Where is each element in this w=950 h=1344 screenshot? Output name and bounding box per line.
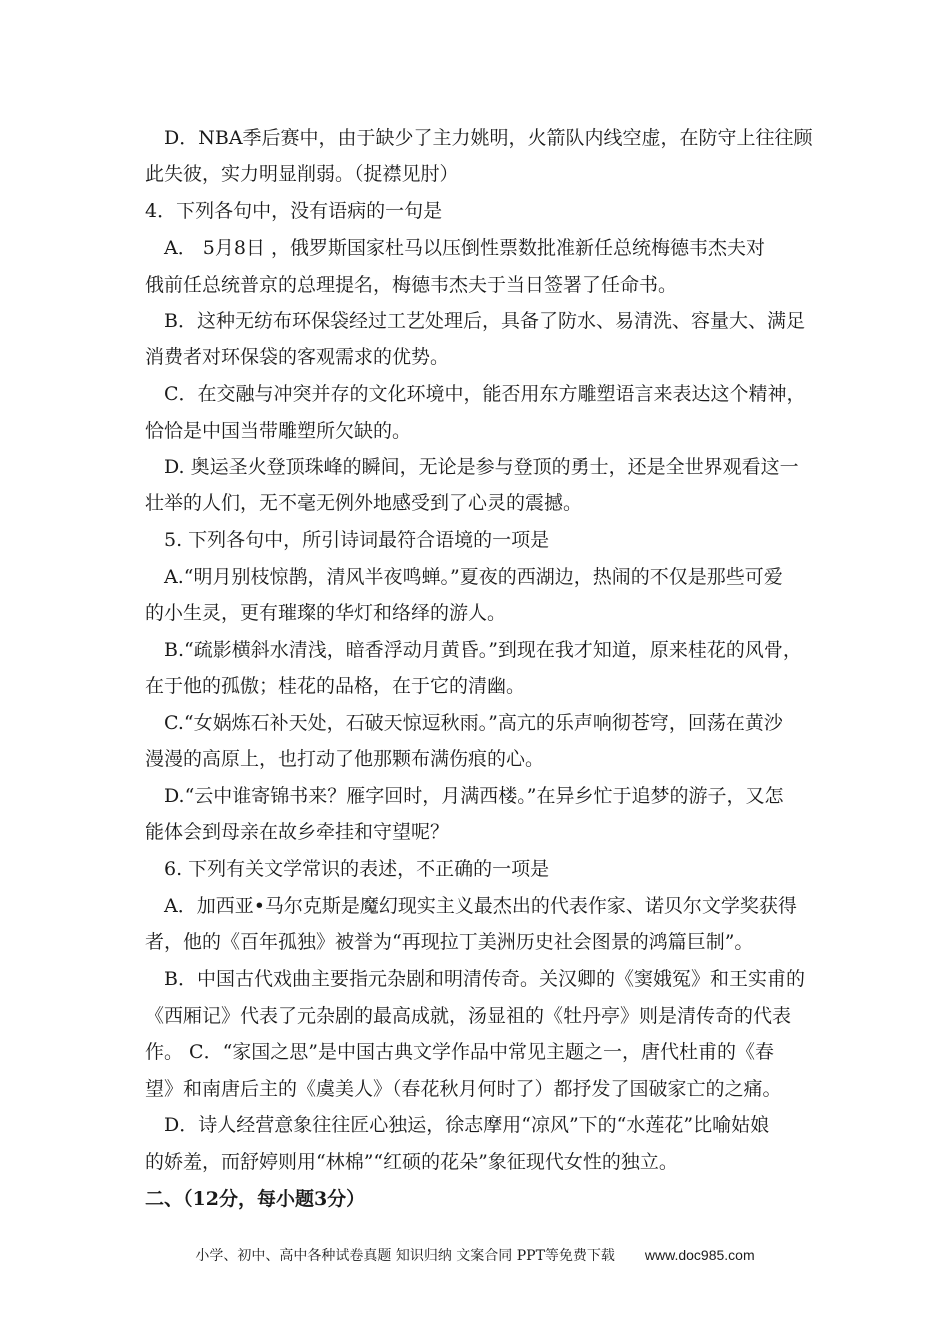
text-line: 在于他的孤傲；桂花的品格，在于它的清幽。 [145, 675, 526, 697]
text-line: 望》和南唐后主的《虞美人》（春花秋月何时了）都抒发了国破家亡的之痛。 [145, 1078, 782, 1100]
text-line: 的小生灵，更有璀璨的华灯和络绎的游人。 [145, 602, 507, 624]
text-line: B．中国古代戏曲主要指元杂剧和明清传奇。关汉卿的《窦娥冤》和王实甫的 [164, 968, 805, 990]
text-line: A.“明月别枝惊鹊，清风半夜鸣蝉。”夏夜的西湖边，热闹的不仅是那些可爱 [164, 566, 783, 588]
text-line: 俄前任总统普京的总理提名，梅德韦杰夫于当日签署了任命书。 [145, 274, 678, 296]
page-footer [0, 1245, 950, 1265]
text-line: D.“云中谁寄锦书来？雁字回时，月满西楼。”在异乡忙于追梦的游子，又怎 [164, 785, 784, 807]
question-heading: 4．下列各句中，没有语病的一句是 [145, 200, 443, 222]
text-line: 能体会到母亲在故乡牵挂和守望呢？ [145, 821, 450, 843]
text-line: A． 5月8日 ，俄罗斯国家杜马以压倒性票数批准新任总统梅德韦杰夫对 [164, 237, 765, 259]
text-line: 的娇羞，而舒婷则用“林棉”“红硕的花朵”象征现代女性的独立。 [145, 1151, 678, 1173]
question-heading: 6. 下列有关文学常识的表述，不正确的一项是 [164, 858, 550, 880]
text-line: 壮举的人们，无不毫无例外地感受到了心灵的震撼。 [145, 492, 583, 514]
text-line: A．加西亚•马尔克斯是魔幻现实主义最杰出的代表作家、诺贝尔文学奖获得 [164, 895, 797, 917]
text-line: B．这种无纺布环保袋经过工艺处理后，具备了防水、易清洗、容量大、满足 [164, 310, 805, 332]
text-line: D. 奥运圣火登顶珠峰的瞬间，无论是参与登顶的勇士，还是全世界观看这一 [164, 456, 799, 478]
text-line: 此失彼，实力明显削弱。（捉襟见肘） [145, 163, 459, 185]
text-line: 《西厢记》代表了元杂剧的最高成就，汤显祖的《牡丹亭》则是清传奇的代表 [145, 1005, 792, 1027]
text-line: D．诗人经营意象往往匠心独运，徐志摩用“凉风”下的“水莲花”比喻姑娘 [164, 1114, 770, 1136]
footer-site-link[interactable]: www.doc985.com [644, 1247, 755, 1263]
text-line: 者，他的《百年孤独》被誉为“再现拉丁美洲历史社会图景的鸿篇巨制”。 [145, 931, 754, 953]
footer-text: 小学、初中、高中各种试卷真题 知识归纳 文案合同 PPT等免费下载 [195, 1248, 615, 1264]
text-line: D．NBA季后赛中，由于缺少了主力姚明，火箭队内线空虚，在防守上往往顾 [164, 127, 813, 149]
text-line: 消费者对环保袋的客观需求的优势。 [145, 346, 450, 368]
section-heading: 二、（12分，每小题3分） [145, 1188, 366, 1210]
text-line: B.“疏影横斜水清浅，暗香浮动月黄昏。”到现在我才知道，原来桂花的风骨， [164, 639, 802, 661]
text-line: 恰恰是中国当带雕塑所欠缺的。 [145, 420, 412, 442]
text-line: 作。 C．“家国之思”是中国古典文学作品中常见主题之一，唐代杜甫的《春 [145, 1041, 775, 1063]
text-line: C.“女娲炼石补天处，石破天惊逗秋雨。”高亢的乐声响彻苍穹，回荡在黄沙 [164, 712, 783, 734]
question-heading: 5. 下列各句中，所引诗词最符合语境的一项是 [164, 529, 550, 551]
text-line: C．在交融与冲突并存的文化环境中，能否用东方雕塑语言来表达这个精神， [164, 383, 806, 405]
text-line: 漫漫的高原上，也打动了他那颗布满伤痕的心。 [145, 748, 545, 770]
